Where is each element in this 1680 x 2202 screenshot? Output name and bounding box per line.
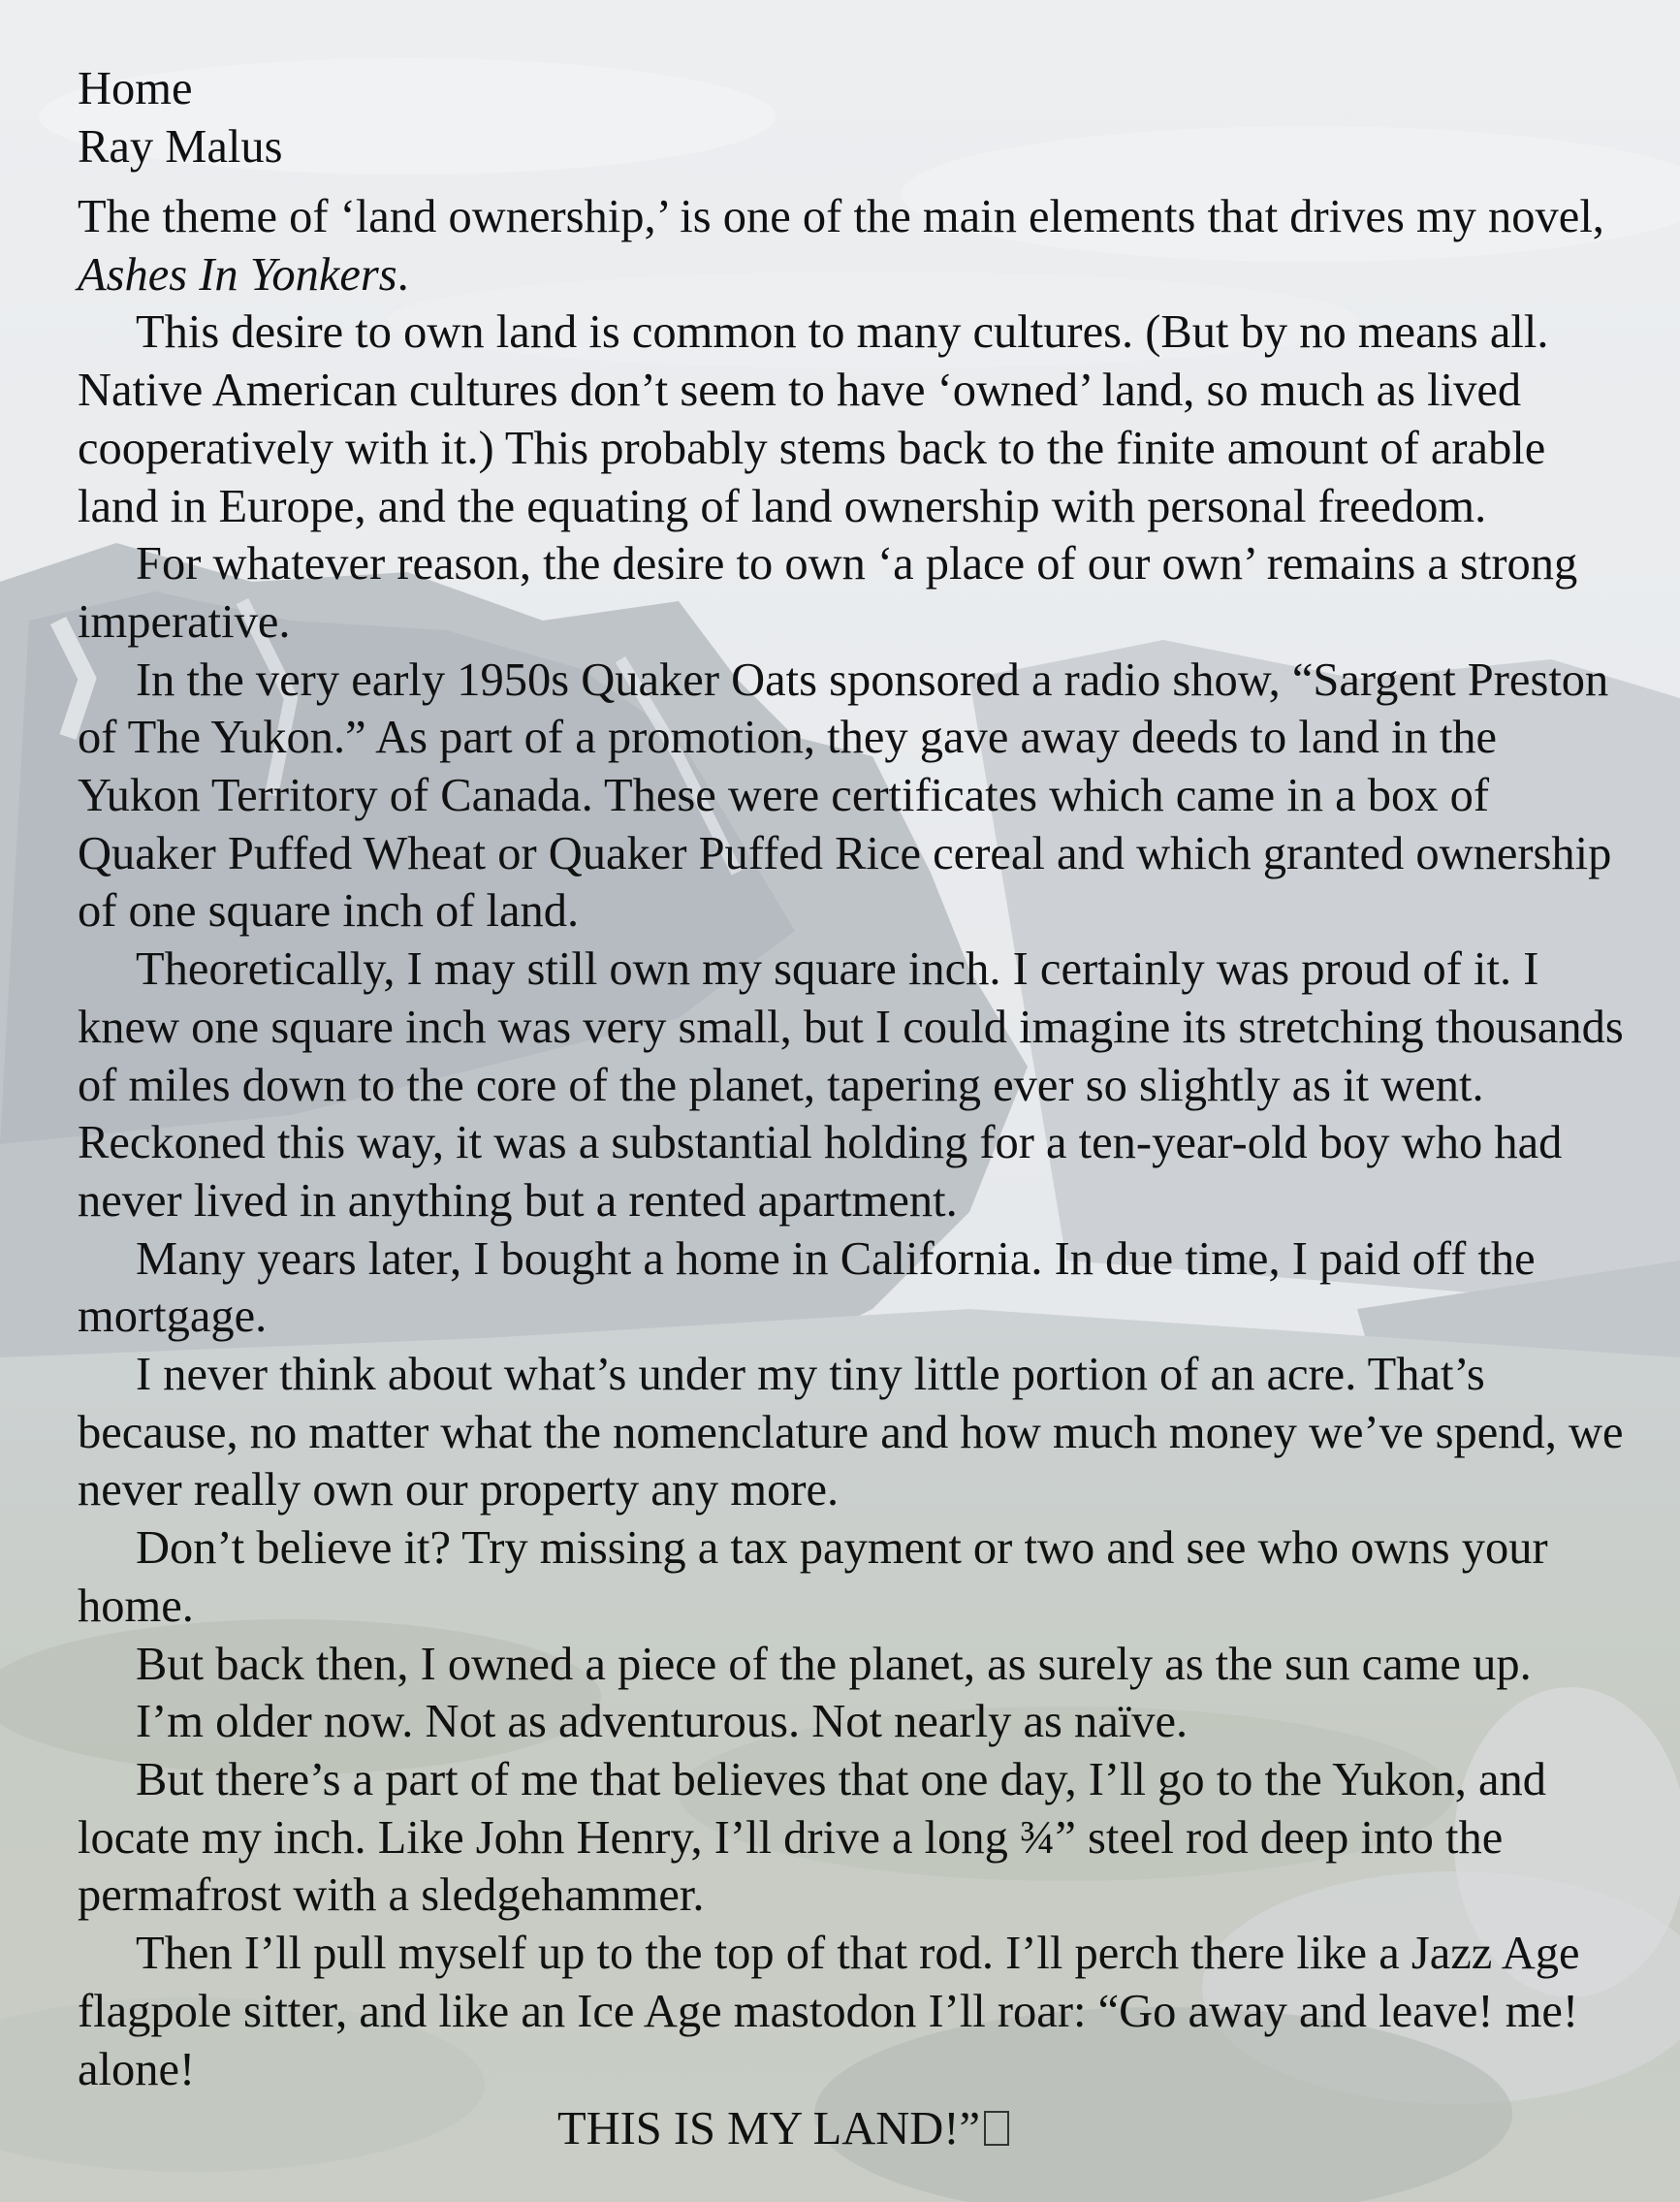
book-title: Ashes In Yonkers xyxy=(78,248,397,301)
paragraph xyxy=(78,188,1629,303)
closing-line-text: THIS IS MY LAND!” xyxy=(557,2103,981,2154)
paragraph: Theoretically, I may still own my square inch. I certainly was proud of it. I knew one square inch was very small, but I could imagine its stretching thousands of miles down to the core of the planet, tapering ever so slightly as it went. Reckoned this way, it was a substantial holding for a ten-year-old boy who had never lived in anything but a rented apartment. xyxy=(78,943,1624,1227)
article-body xyxy=(78,188,1629,2098)
paragraph: But back then, I owned a piece of the planet, as surely as the sun came up. xyxy=(136,1638,1532,1690)
paragraph: I’m older now. Not as adventurous. Not nearly as naïve. xyxy=(136,1696,1189,1748)
paragraph-text: The theme of ‘land ownership,’ is one of the main elements that drives my novel, xyxy=(78,191,1604,242)
paragraph: I never think about what’s under my tiny little portion of an acre. That’s because, no matter what the nomenclature and how much money we’ve spend, we never really own our property any more. xyxy=(78,1349,1624,1516)
paragraph: Many years later, I bought a home in California. In due time, I paid off the mortgage. xyxy=(78,1232,1536,1343)
paragraph: Then I’ll pull myself up to the top of that rod. I’ll perch there like a Jazz Age flagpole sitter, and like an Ice Age mastodon I’ll roar: “Go away and leave! me! alone! xyxy=(78,1928,1580,2095)
article-title: Home xyxy=(78,63,193,114)
paragraph-text: . xyxy=(396,248,409,301)
paragraph: This desire to own land is common to many cultures. (But by no means all. Native American cultures don’t seem to have ‘owned’ land, so much as lived cooperatively with it.) This probably stems back to the finite amount of arable land in Europe, and the equating of land ownership with personal freedom. xyxy=(78,306,1549,532)
closing-line xyxy=(557,2100,1009,2158)
paragraph: Don’t believe it? Try missing a tax payment or two and see who owns your home. xyxy=(78,1522,1548,1632)
paragraph: For whatever reason, the desire to own ‘a place of our own’ remains a strong imperative. xyxy=(78,538,1578,648)
article-author: Ray Malus xyxy=(78,121,283,173)
paragraph: In the very early 1950s Quaker Oats sponsored a radio show, “Sargent Preston of The Yukon.” As part of a promotion, they gave away deeds to land in the Yukon Territory of Canada. These were certificates which came in a box of Quaker Puffed Wheat or Quaker Puffed Rice cereal and which granted ownership of one square inch of land. xyxy=(78,654,1612,938)
article xyxy=(78,60,1629,2098)
end-of-article-mark-icon xyxy=(984,2111,1009,2146)
paragraph: But there’s a part of me that believes that one day, I’ll go to the Yukon, and locate my inch. Like John Henry, I’ll drive a long ¾” steel rod deep into the permafrost with a sledgehammer. xyxy=(78,1753,1547,1922)
